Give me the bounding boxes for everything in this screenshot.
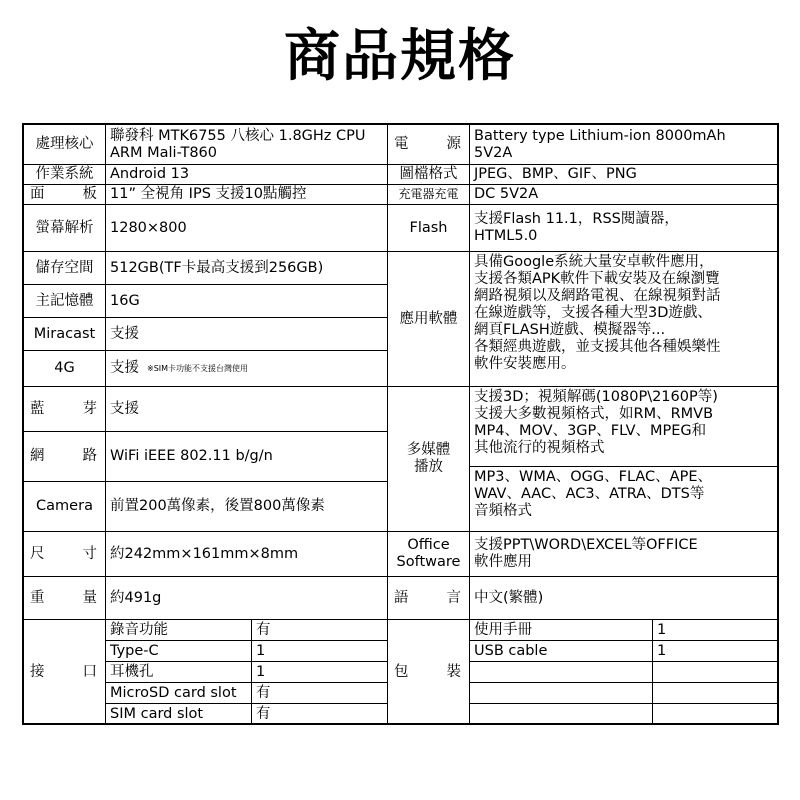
sim-note: ※SIM卡功能不支援台灣使用 [147, 364, 249, 373]
package-item-name: 使用手冊 [470, 620, 653, 641]
spec-table [22, 123, 779, 725]
port-value: 有 [252, 620, 388, 641]
package-item-name: USB cable [470, 641, 653, 662]
memory-label: 主記憶體 [24, 285, 106, 318]
memory-value: 16G [106, 285, 388, 318]
port-name: Type-C [106, 641, 252, 662]
battery-label: 電 源 [388, 125, 470, 165]
resolution-label: 螢幕解析 [24, 205, 106, 252]
port-name: 耳機孔 [106, 662, 252, 683]
resolution-value: 1280×800 [106, 205, 388, 252]
miracast-label: Miracast [24, 318, 106, 351]
package-item-name [470, 662, 653, 683]
storage-value: 512GB(TF卡最高支援到256GB) [106, 252, 388, 285]
cpu-value [106, 125, 388, 165]
audio-formats: MP3、WMA、OGG、FLAC、APE、 WAV、AAC、AC3、ATRA、DTS等 音頻格式 [470, 467, 779, 532]
battery-line-1: Battery type Lithium-ion 8000mAh [474, 127, 726, 144]
wifi-label: 網 路 [24, 432, 106, 482]
video-formats: 支援3D；視頻解碼(1080P\2160P等) 支援大多數視頻格式，如RM、RMVB MP4、MOV、3GP、FLV、MPEG和 其他流行的視頻格式 [470, 387, 779, 467]
language-label: 語 言 [388, 577, 470, 620]
size-value: 約242mm×161mm×8mm [106, 532, 388, 577]
camera-label: Camera [24, 482, 106, 532]
bluetooth-label: 藍 芽 [24, 387, 106, 432]
apps-value: 具備Google系統大量安卓軟件應用， 支援各類APK軟件下載安裝及在線瀏覽 網路視頻以及網路電視、在線視頻對話 在線遊戲等，支援各種大型3D遊戲、 網頁FLASH遊戲、模擬器等... 各類經典遊戲，並支援其他各種娛樂性 軟件安裝應用。 [470, 252, 779, 387]
package-item-qty [653, 704, 779, 725]
port-value: 有 [252, 704, 388, 725]
office-value: 支援PPT\WORD\EXCEL等OFFICE 軟件應用 [470, 532, 779, 577]
battery-value [470, 125, 779, 165]
wifi-value: WiFi iEEE 802.11 b/g/n [106, 432, 388, 482]
port-name: SIM card slot [106, 704, 252, 725]
storage-label: 儲存空間 [24, 252, 106, 285]
flash-value: 支援Flash 11.1，RSS閱讀器， HTML5.0 [470, 205, 779, 252]
bluetooth-value: 支援 [106, 387, 388, 432]
image-format-label: 圖檔格式 [388, 165, 470, 185]
package-label: 包 裝 [388, 620, 470, 725]
network-4g-label: 4G [24, 351, 106, 387]
port-name: 錄音功能 [106, 620, 252, 641]
cpu-line-1: 聯發科 MTK6755 八核心 1.8GHz CPU [110, 127, 366, 144]
package-item-qty [653, 662, 779, 683]
cpu-line-2: ARM Mali-T860 [110, 144, 218, 161]
package-item-qty: 1 [653, 620, 779, 641]
port-value: 1 [252, 662, 388, 683]
cpu-label: 處理核心 [24, 125, 106, 165]
office-label: Office Software [388, 532, 470, 577]
size-label: 尺 寸 [24, 532, 106, 577]
page-title: 商品規格 [284, 24, 516, 89]
panel-label: 面 板 [24, 185, 106, 205]
language-value: 中文(繁體) [470, 577, 779, 620]
weight-label: 重 量 [24, 577, 106, 620]
miracast-value: 支援 [106, 318, 388, 351]
package-item-name [470, 683, 653, 704]
panel-value: 11” 全視角 IPS 支援10點觸控 [106, 185, 388, 205]
apps-label: 應用軟體 [388, 252, 470, 387]
network-4g-value: 支援 ※SIM卡功能不支援台灣使用 [106, 351, 388, 387]
weight-value: 約491g [106, 577, 388, 620]
os-value: Android 13 [106, 165, 388, 185]
package-item-name [470, 704, 653, 725]
os-label: 作業系統 [24, 165, 106, 185]
flash-label: Flash [388, 205, 470, 252]
charger-label: 充電器充電 [388, 185, 470, 205]
ports-label: 接 口 [24, 620, 106, 725]
multimedia-label: 多媒體 播放 [388, 387, 470, 532]
port-value: 1 [252, 641, 388, 662]
battery-line-2: 5V2A [474, 144, 513, 161]
package-item-qty: 1 [653, 641, 779, 662]
image-format-value: JPEG、BMP、GIF、PNG [470, 165, 779, 185]
charger-value: DC 5V2A [470, 185, 779, 205]
camera-value: 前置200萬像素，後置800萬像素 [106, 482, 388, 532]
port-value: 有 [252, 683, 388, 704]
package-item-qty [653, 683, 779, 704]
port-name: MicroSD card slot [106, 683, 252, 704]
